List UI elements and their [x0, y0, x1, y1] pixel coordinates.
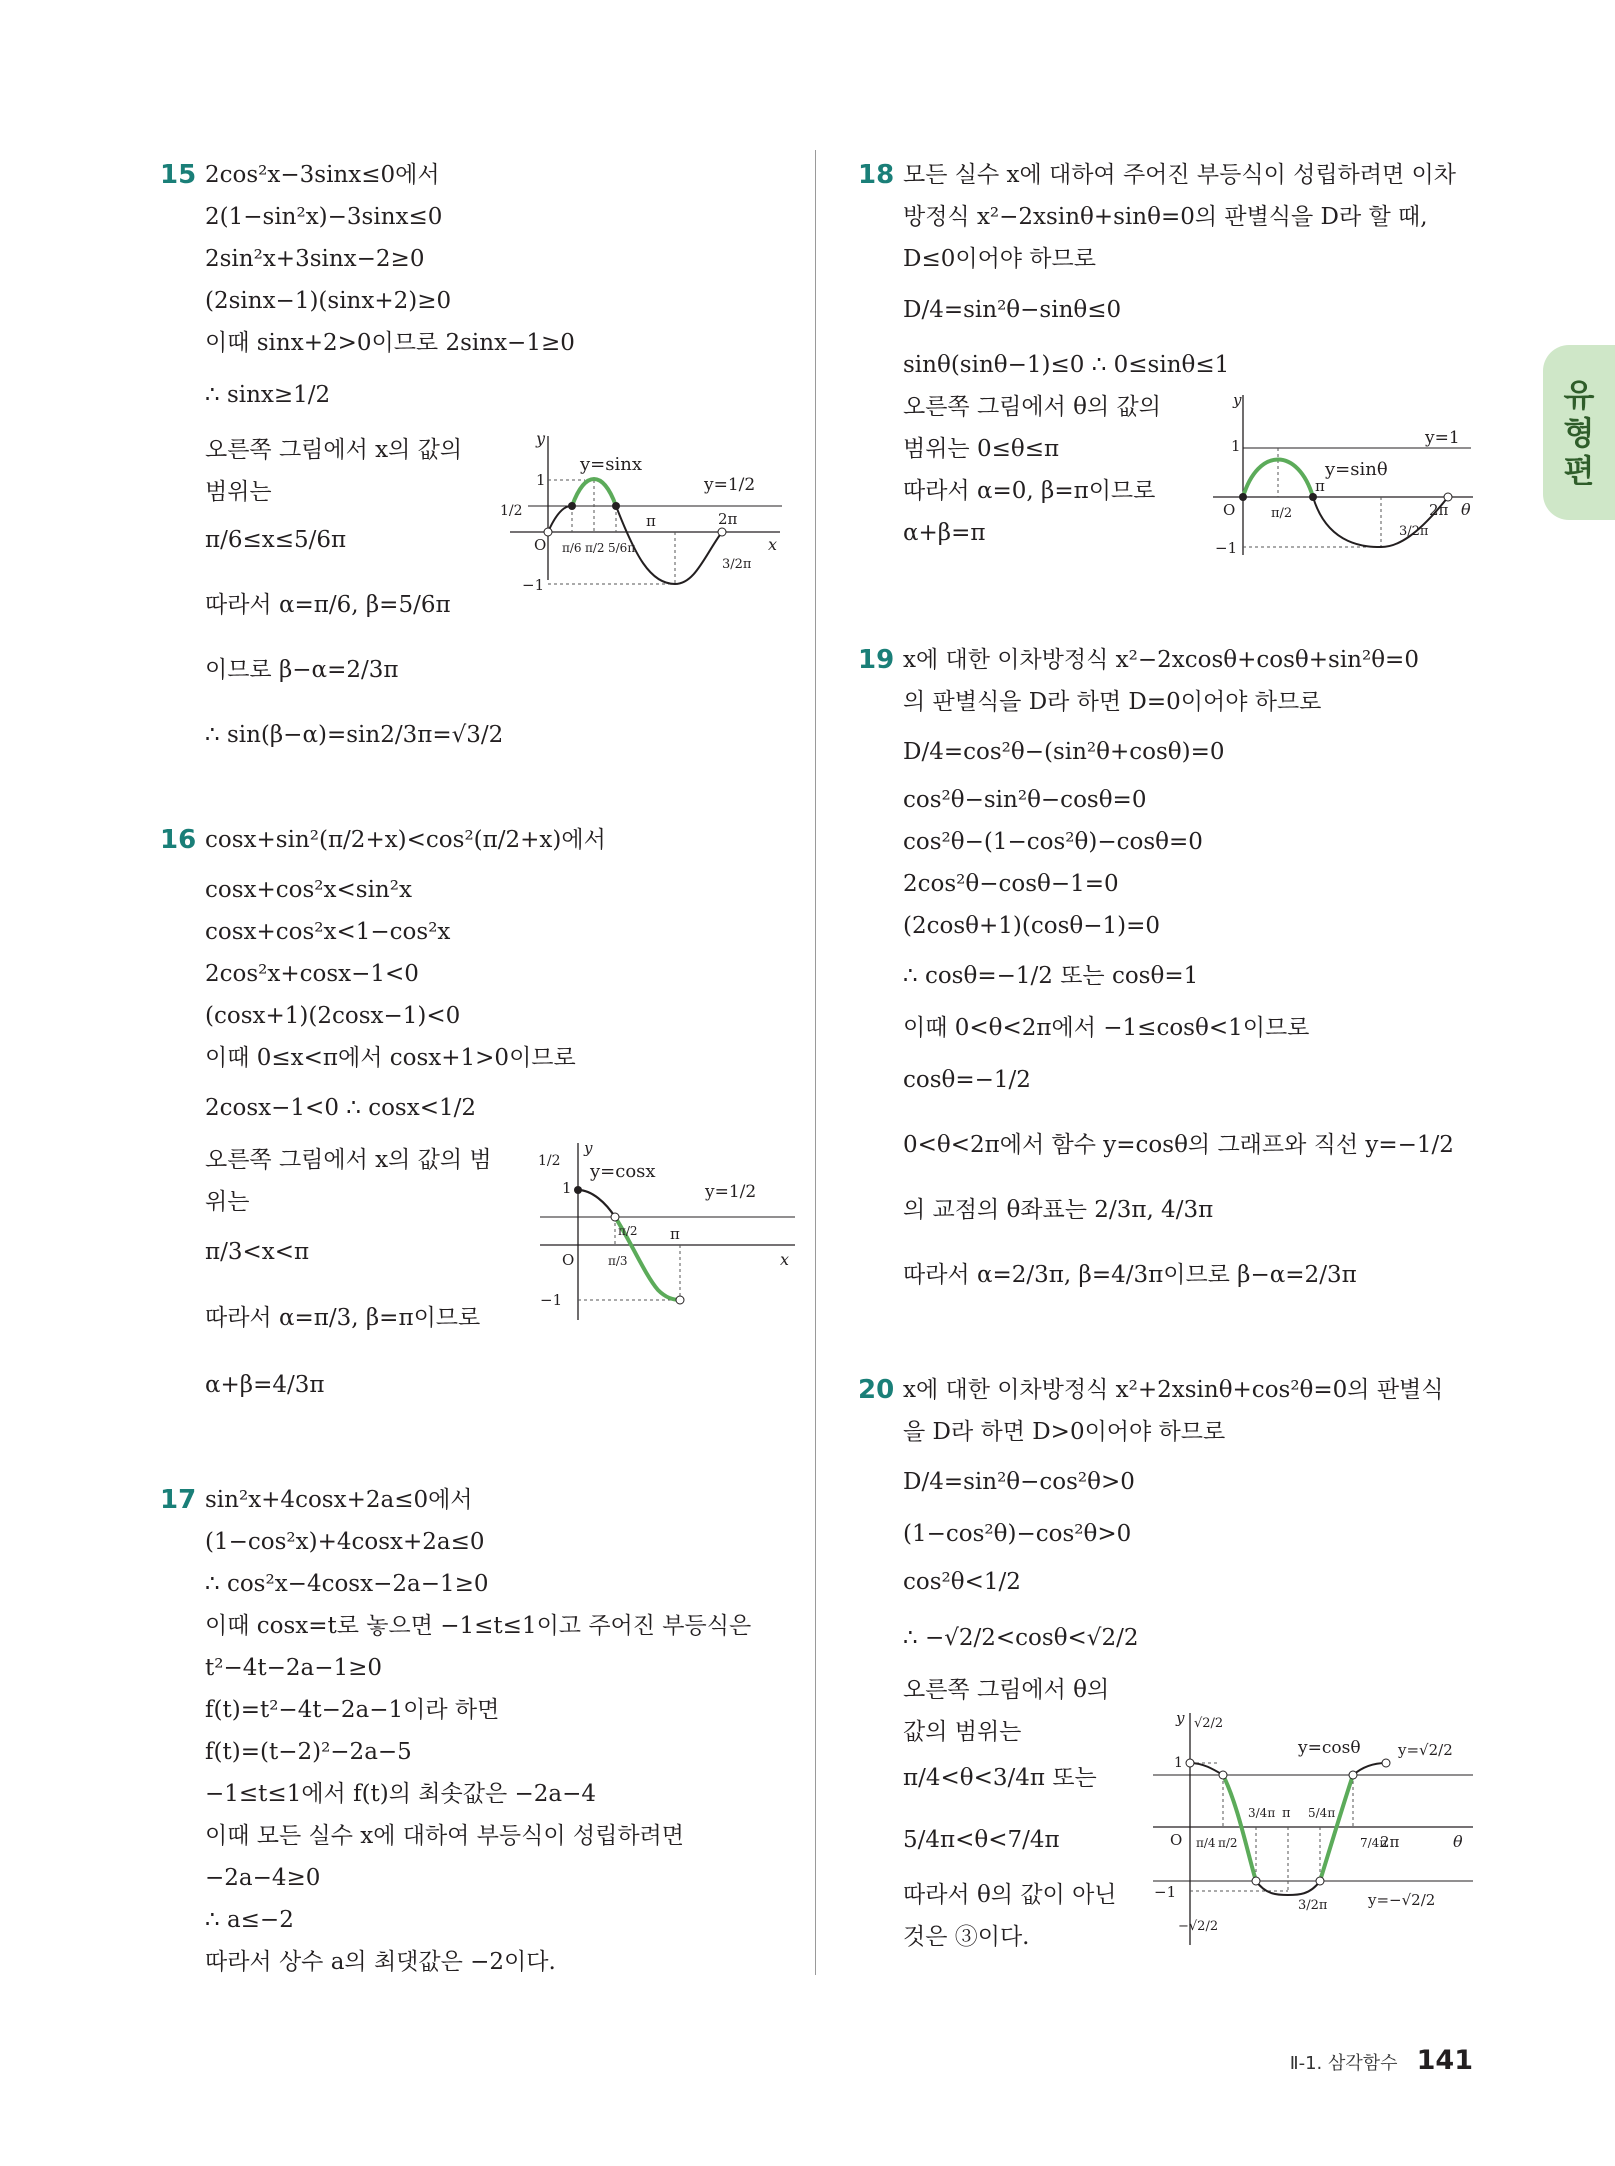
axis-label: θ — [1453, 1832, 1463, 1851]
line-label: y=1/2 — [705, 1182, 757, 1202]
solution-line: sinθ(sinθ−1)≤0 ∴ 0≤sinθ≤1 — [903, 352, 1230, 378]
solution-line: cosx+cos²x<sin²x — [205, 877, 412, 903]
solution-line: π/4<θ<3/4π 또는 — [903, 1765, 1097, 1791]
problem-18 — [858, 160, 1498, 580]
solution-line: (cosx+1)(2cosx−1)<0 — [205, 1003, 461, 1029]
solution-line: cos²θ−sin²θ−cosθ=0 — [903, 787, 1147, 813]
solution-line: 따라서 α=π/6, β=5/6π — [205, 592, 451, 618]
solution-line: 2cosx−1<0 ∴ cosx<1/2 — [205, 1095, 476, 1121]
solution-line: sin²x+4cosx+2a≤0에서 — [205, 1487, 473, 1513]
sine-graph-15 — [500, 430, 790, 590]
solution-line: cosθ=−1/2 — [903, 1067, 1031, 1093]
solution-line: −1≤t≤1에서 f(t)의 최솟값은 −2a−4 — [205, 1781, 597, 1807]
tick-label: −1 — [522, 576, 545, 590]
origin-label: O — [1223, 501, 1236, 519]
problem-number: 17 — [160, 1485, 197, 1515]
origin-label: O — [534, 536, 547, 554]
tick-label: 5/6π — [608, 541, 636, 555]
origin-label: O — [562, 1251, 575, 1269]
solution-line: x에 대한 이차방정식 x²+2xsinθ+cos²θ=0의 판별식 — [903, 1377, 1444, 1403]
solution-line: f(t)=t²−4t−2a−1이라 하면 — [205, 1697, 500, 1723]
cosine-graph-20 — [1148, 1705, 1483, 1950]
solution-line: 따라서 상수 a의 최댓값은 −2이다. — [205, 1949, 556, 1975]
problem-17 — [160, 1485, 800, 1975]
axis-label: x — [768, 535, 778, 554]
page-footer — [1290, 2045, 1473, 2076]
solution-line: f(t)=(t−2)²−2a−5 — [205, 1739, 412, 1765]
tick-label: π — [646, 512, 656, 530]
solution-line: α+β=π — [903, 520, 986, 546]
solution-line: 이때 cosx=t로 놓으면 −1≤t≤1이고 주어진 부등식은 — [205, 1613, 752, 1639]
solution-line: t²−4t−2a−1≥0 — [205, 1655, 383, 1681]
solution-line: 따라서 α=2/3π, β=4/3π이므로 β−α=2/3π — [903, 1262, 1357, 1288]
solution-line: 이때 sinx+2>0이므로 2sinx−1≥0 — [205, 330, 575, 356]
tick-label: 1 — [1231, 437, 1241, 455]
tick-label: 3/2π — [1298, 1898, 1328, 1913]
line-label: y=√2/2 — [1398, 1741, 1453, 1759]
solution-line: (2cosθ+1)(cosθ−1)=0 — [903, 913, 1160, 939]
solution-line: ∴ a≤−2 — [205, 1907, 294, 1933]
solution-line: 2(1−sin²x)−3sinx≤0 — [205, 204, 443, 230]
solution-line: D/4=sin²θ−sinθ≤0 — [903, 297, 1122, 323]
tick-label: 1/2 — [538, 1153, 561, 1169]
tick-label: 3/2π — [1399, 524, 1429, 539]
solution-line: 오른쪽 그림에서 x의 값의 범 — [205, 1147, 492, 1173]
problem-19 — [858, 645, 1498, 1288]
section-side-tab — [1543, 345, 1615, 520]
tick-label: 2π — [718, 510, 738, 528]
solution-line: 값의 범위는 — [903, 1719, 1022, 1745]
solution-line: ∴ −√2/2<cosθ<√2/2 — [903, 1625, 1139, 1651]
tick-label: −1 — [540, 1291, 563, 1309]
tick-label: π — [670, 1225, 680, 1243]
solution-line: 0<θ<2π에서 함수 y=cosθ의 그래프와 직선 y=−1/2 — [903, 1132, 1454, 1158]
tick-label: −1 — [1154, 1883, 1177, 1901]
solution-line: 범위는 — [205, 479, 272, 505]
tick-label: 5/4π — [1308, 1806, 1336, 1820]
tick-label: 3/2π — [722, 557, 752, 572]
axis-label: x — [780, 1250, 790, 1269]
side-tab-char: 형 — [1563, 414, 1595, 452]
tick-label: 1 — [1174, 1755, 1183, 1771]
solution-line: 따라서 θ의 값이 아닌 — [903, 1882, 1117, 1908]
curve-label: y=cosθ — [1298, 1738, 1361, 1758]
tick-label: π/6 — [562, 541, 582, 555]
solution-line: −2a−4≥0 — [205, 1865, 321, 1891]
solution-line: 의 교점의 θ좌표는 2/3π, 4/3π — [903, 1197, 1214, 1223]
solution-line: D≤0이어야 하므로 — [903, 246, 1096, 272]
solution-line: (1−cos²x)+4cosx+2a≤0 — [205, 1529, 485, 1555]
solution-line: D/4=cos²θ−(sin²θ+cosθ)=0 — [903, 739, 1225, 765]
solution-line: 이때 모든 실수 x에 대하여 부등식이 성립하려면 — [205, 1823, 684, 1849]
solution-line: x에 대한 이차방정식 x²−2xcosθ+cosθ+sin²θ=0 — [903, 647, 1419, 673]
solution-line: 의 판별식을 D라 하면 D=0이어야 하므로 — [903, 689, 1322, 715]
solution-line: 따라서 α=0, β=π이므로 — [903, 478, 1156, 504]
solution-line: 모든 실수 x에 대하여 주어진 부등식이 성립하려면 이차 — [903, 162, 1456, 188]
solution-line: 범위는 0≤θ≤π — [903, 436, 1060, 462]
solution-line: 위는 — [205, 1189, 250, 1215]
solution-line: 따라서 α=π/3, β=π이므로 — [205, 1305, 481, 1331]
solution-line: 이므로 β−α=2/3π — [205, 657, 399, 683]
solution-line: ∴ sin(β−α)=sin2/3π=√3/2 — [205, 722, 504, 748]
tick-label: 1 — [536, 471, 546, 489]
solution-line: 방정식 x²−2xsinθ+sinθ=0의 판별식을 D라 할 때, — [903, 204, 1428, 230]
solution-line: ∴ cosθ=−1/2 또는 cosθ=1 — [903, 963, 1199, 989]
tick-label: 2π — [1380, 1833, 1400, 1851]
tick-label: π/3 — [608, 1254, 628, 1268]
axis-label: y — [536, 430, 546, 448]
solution-line: cos²θ−(1−cos²θ)−cosθ=0 — [903, 829, 1203, 855]
curve-label: y=sinx — [580, 454, 642, 475]
solution-line: cos²θ<1/2 — [903, 1569, 1021, 1595]
axis-label: y — [1176, 1709, 1185, 1727]
axis-label: y — [1233, 391, 1242, 409]
solution-line: ∴ sinx≥1/2 — [205, 382, 331, 408]
tick-label: π/2 — [1218, 1836, 1238, 1850]
problem-number: 20 — [858, 1375, 895, 1405]
axis-label: θ — [1461, 500, 1471, 519]
solution-line: (1−cos²θ)−cos²θ>0 — [903, 1521, 1132, 1547]
problem-20 — [858, 1375, 1498, 1975]
solution-line: 이때 0≤x<π에서 cosx+1>0이므로 — [205, 1045, 576, 1071]
solution-line: 것은 ③이다. — [903, 1924, 1030, 1950]
solution-line: 이때 0<θ<2π에서 −1≤cosθ<1이므로 — [903, 1015, 1310, 1041]
solution-line: 2cos²x−3sinx≤0에서 — [205, 162, 440, 188]
problem-number: 18 — [858, 160, 895, 190]
solution-line: 을 D라 하면 D>0이어야 하므로 — [903, 1419, 1226, 1445]
solution-line: 오른쪽 그림에서 θ의 값의 — [903, 394, 1161, 420]
tick-label: π — [1315, 477, 1325, 495]
solution-line: 2cos²θ−cosθ−1=0 — [903, 871, 1119, 897]
tick-label: π/2 — [618, 1224, 638, 1238]
solution-line: cosx+cos²x<1−cos²x — [205, 919, 451, 945]
tick-label: 2π — [1429, 501, 1449, 519]
problem-16 — [160, 825, 800, 1475]
solution-line: 5/4π<θ<7/4π — [903, 1827, 1060, 1853]
tick-label: π/4 — [1196, 1836, 1216, 1850]
tick-label: 1 — [562, 1179, 572, 1197]
curve-label: y=cosx — [590, 1161, 656, 1182]
line-label: y=−√2/2 — [1368, 1891, 1436, 1909]
tick-label: π/2 — [1271, 506, 1293, 521]
tick-label: −1 — [1215, 539, 1238, 557]
solution-line: π/3<x<π — [205, 1239, 310, 1265]
solution-line: ∴ cos²x−4cosx−2a−1≥0 — [205, 1571, 489, 1597]
sine-graph-18 — [1203, 385, 1483, 560]
cosine-graph-16 — [530, 1135, 800, 1325]
tick-label: π — [1282, 1806, 1291, 1821]
solution-line: 오른쪽 그림에서 x의 값의 — [205, 437, 463, 463]
solution-line: α+β=4/3π — [205, 1372, 325, 1398]
side-tab-char: 유 — [1563, 376, 1595, 414]
page-number: 141 — [1416, 2045, 1473, 2076]
solution-line: D/4=sin²θ−cos²θ>0 — [903, 1469, 1135, 1495]
tick-label: π/2 — [585, 541, 605, 555]
axis-label: y — [584, 1139, 593, 1157]
line-label: y=1/2 — [704, 475, 756, 495]
solution-line: (2sinx−1)(sinx+2)≥0 — [205, 288, 452, 314]
tick-label: −√2/2 — [1178, 1919, 1219, 1934]
section-title: Ⅱ-1. 삼각함수 — [1289, 2053, 1398, 2074]
origin-label: O — [1170, 1831, 1183, 1849]
curve-label: y=sinθ — [1325, 459, 1388, 480]
side-tab-char: 편 — [1563, 452, 1595, 490]
solution-line: 2cos²x+cosx−1<0 — [205, 961, 419, 987]
tick-label: 1/2 — [500, 503, 523, 519]
tick-label: 7/4π — [1360, 1836, 1388, 1850]
problem-number: 19 — [858, 645, 895, 675]
tick-label: √2/2 — [1194, 1716, 1224, 1731]
solution-line: 2sin²x+3sinx−2≥0 — [205, 246, 425, 272]
solution-line: 오른쪽 그림에서 θ의 — [903, 1677, 1110, 1703]
solution-line: cosx+sin²(π/2+x)<cos²(π/2+x)에서 — [205, 827, 606, 853]
problem-15 — [160, 160, 800, 780]
line-label: y=1 — [1425, 428, 1460, 448]
tick-label: 3/4π — [1248, 1806, 1276, 1820]
problem-number: 15 — [160, 160, 197, 190]
problem-number: 16 — [160, 825, 197, 855]
solution-line: π/6≤x≤5/6π — [205, 527, 347, 553]
column-divider — [815, 150, 816, 1975]
